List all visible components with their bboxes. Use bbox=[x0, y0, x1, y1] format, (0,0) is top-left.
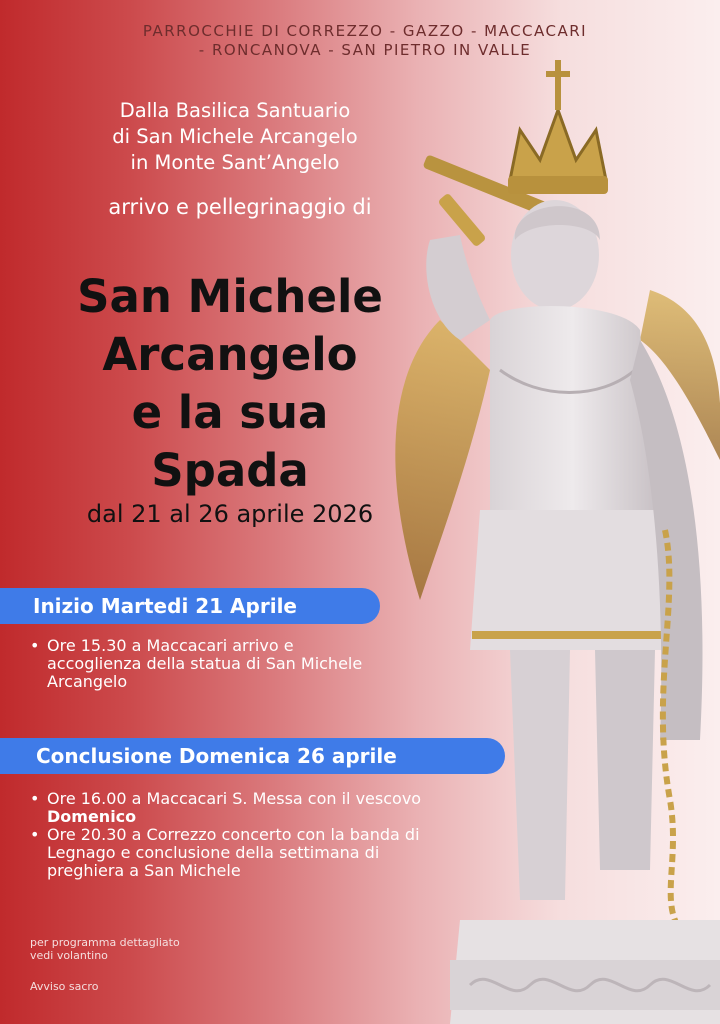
list-item: • Ore 15.30 a Maccacari arrivo e accoglienza della statua di San Michele Arcangelo bbox=[28, 637, 388, 691]
program-note-line-2: vedi volantino bbox=[30, 949, 108, 962]
arrival-text: arrivo e pellegrinaggio di bbox=[108, 195, 372, 219]
origin-line-1: Dalla Basilica Santuario bbox=[119, 99, 351, 122]
avviso-sacro: Avviso sacro bbox=[30, 980, 99, 993]
title-line-3: e la sua bbox=[131, 386, 329, 439]
conclusion-banner: Conclusione Domenica 26 aprile bbox=[0, 738, 505, 774]
title-line-1: San Michele bbox=[77, 270, 383, 323]
list-item-text: Ore 16.00 a Maccacari S. Messa con il vescovo bbox=[47, 789, 422, 808]
event-dates: dal 21 al 26 aprile 2026 bbox=[86, 500, 374, 528]
start-banner: Inizio Martedi 21 Aprile bbox=[0, 588, 380, 624]
bishop-name: Domenico bbox=[47, 807, 137, 826]
origin-text bbox=[50, 98, 420, 176]
parishes-line-2: - RONCANOVA - SAN PIETRO IN VALLE bbox=[198, 41, 532, 59]
title-line-4: Spada bbox=[151, 444, 309, 497]
event-title bbox=[30, 268, 430, 500]
parishes-line-1: PARROCCHIE DI CORREZZO - GAZZO - MACCACARI bbox=[142, 22, 588, 40]
program-note-line-1: per programma dettagliato bbox=[30, 936, 180, 949]
conclusion-events-list bbox=[28, 790, 438, 880]
start-events-list bbox=[28, 637, 388, 691]
list-item: • Ore 20.30 a Correzzo concerto con la banda di Legnago e conclusione della settimana di preghiera a San Michele bbox=[28, 826, 438, 880]
origin-line-2: di San Michele Arcangelo bbox=[112, 125, 358, 148]
program-note bbox=[30, 936, 230, 962]
parishes-header bbox=[110, 22, 620, 60]
origin-line-3: in Monte Sant’Angelo bbox=[130, 151, 340, 174]
list-item bbox=[28, 790, 438, 826]
title-line-2: Arcangelo bbox=[102, 328, 358, 381]
